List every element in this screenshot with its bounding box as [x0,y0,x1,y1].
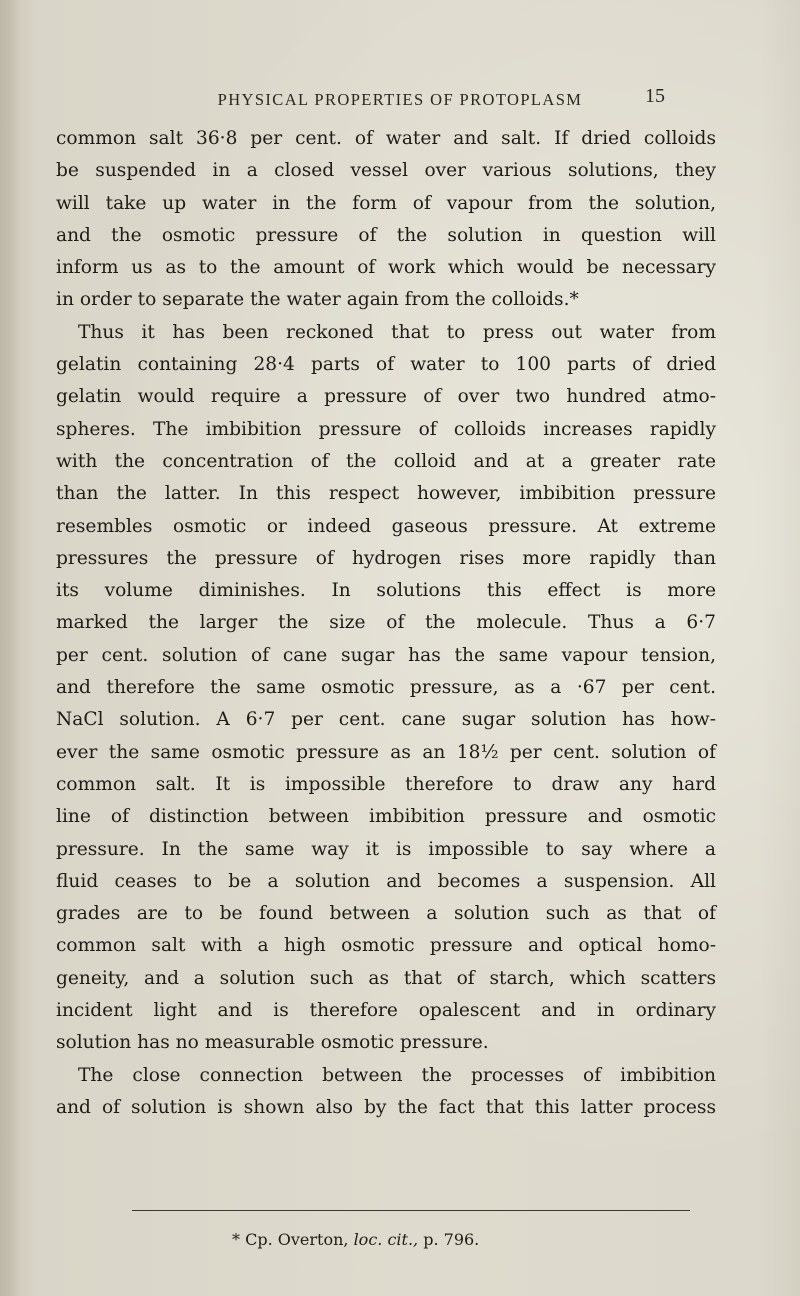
text-line: common salt with a high osmotic pressure and optical homo- [56,935,716,957]
page-gutter-shadow [0,0,20,1296]
text-line: common salt 36·8 per cent. of water and salt. If dried colloids [56,128,716,149]
body-text [56,123,716,1124]
footnote-marker: * Cp. Overton, [232,1230,349,1249]
text-line: fluid ceases to be a solution and becomes a suspension. All [56,870,716,892]
text-line: common salt. It is impossible therefore to draw any hard [56,773,716,795]
text-line: with the concentration of the colloid and at a greater rate [56,450,716,472]
text-line: be suspended in a closed vessel over various solutions, they [56,160,716,182]
page-number: 15 [645,85,665,107]
text-line: and of solution is shown also by the fact that this latter process [56,1096,716,1118]
text-line: pressure. In the same way it is impossible to say where a [56,838,716,860]
text-line: NaCl solution. A 6·7 per cent. cane sugar solution has how- [56,709,716,731]
text-line: Thus it has been reckoned that to press out water from [78,321,716,343]
text-line: and therefore the same osmotic pressure, as a ·67 per cent. [56,677,716,699]
footnote-page-ref: p. 796. [423,1230,480,1249]
footnote-rule [132,1210,690,1211]
footnote-citation: loc. cit., [353,1230,419,1249]
text-line: per cent. solution of cane sugar has the same vapour tension, [56,644,716,666]
text-line: line of distinction between imbibition pressure and osmotic [56,806,716,828]
text-line: will take up water in the form of vapour from the solution, [56,192,716,214]
text-line: inform us as to the amount of work which would be necessary [56,257,716,279]
text-line: grades are to be found between a solution such as that of [56,903,716,925]
text-line: solution has no measurable osmotic pressure. [56,1032,489,1054]
text-line: spheres. The imbibition pressure of colloids increases rapidly [56,418,716,440]
text-line: its volume diminishes. In solutions this effect is more [56,580,716,602]
text-line: and the osmotic pressure of the solution in question will [56,224,716,246]
text-line: resembles osmotic or indeed gaseous pressure. At extreme [56,515,716,537]
text-line: gelatin would require a pressure of over two hundred atmo- [56,386,716,408]
text-line: ever the same osmotic pressure as an 18½ per cent. solution of [56,741,716,763]
footnote [232,1230,479,1249]
text-line: geneity, and a solution such as that of starch, which scatters [56,967,716,989]
text-line: in order to separate the water again from the colloids.* [56,289,579,311]
text-line: The close connection between the processes of imbibition [78,1064,716,1086]
running-head: PHYSICAL PROPERTIES OF PROTOPLASM [217,90,583,109]
text-line: marked the larger the size of the molecule. Thus a 6·7 [56,612,716,634]
text-line: pressures the pressure of hydrogen rises more rapidly than [56,547,716,569]
text-line: than the latter. In this respect however, imbibition pressure [56,483,716,505]
text-line: gelatin containing 28·4 parts of water to 100 parts of dried [56,354,716,376]
text-line: incident light and is therefore opalescent and in ordinary [56,1000,716,1022]
